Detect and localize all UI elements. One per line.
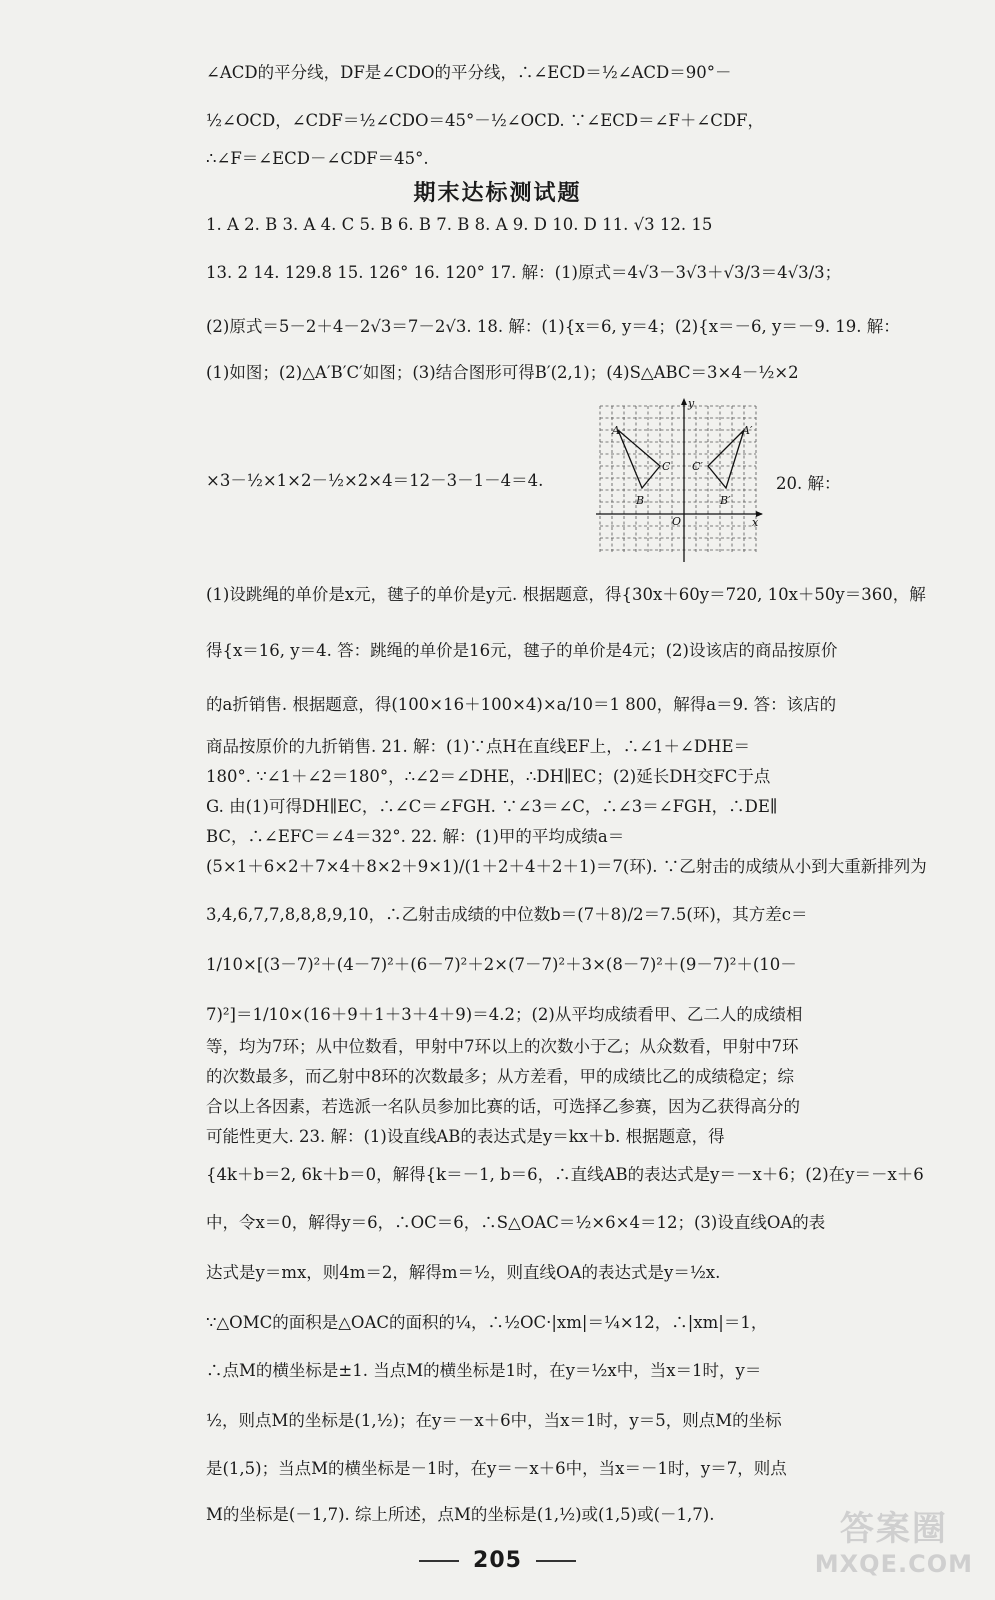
text-line: 是(1,5)；当点M的横坐标是－1时，在y＝－x＋6中，当x＝－1时，y＝7，则点	[206, 1459, 787, 1478]
text-line: (1)设跳绳的单价是x元，毽子的单价是y元. 根据题意，得{30x＋60y＝720, 10x＋50y＝360，解	[206, 585, 926, 604]
y-axis-label: y	[688, 397, 695, 410]
text-line: (2)原式＝5－2＋4－2√3＝7－2√3. 18. 解：(1){x＝6, y＝4；(2){x＝－6, y＝－9. 19. 解：	[206, 317, 900, 336]
text-line: 中，令x＝0，解得y＝6，∴OC＝6，∴S△OAC＝½×6×4＝12；(3)设直线OA的表	[206, 1213, 826, 1232]
triangle-abc-prime	[708, 430, 744, 488]
coordinate-figure	[596, 396, 764, 564]
text-line: BC，∴∠EFC＝∠4＝32°. 22. 解：(1)甲的平均成绩a＝	[206, 827, 625, 846]
page-number-value: 205	[473, 1548, 522, 1573]
point-label-a-prime: A′	[742, 424, 753, 437]
text-line: 13. 2 14. 129.8 15. 126° 16. 120° 17. 解：(1)原式＝4√3－3√3＋√3/3＝4√3/3；	[206, 263, 842, 282]
text-line: ∵△OMC的面积是△OAC的面积的¼，∴½OC·|xm|＝¼×12，∴|xm|＝1，	[206, 1313, 768, 1332]
text-line: 3,4,6,7,7,8,8,8,9,10，∴乙射击成绩的中位数b＝(7＋8)/2＝7.5(环)，其方差c＝	[206, 905, 808, 924]
origin-label: O	[672, 515, 682, 528]
text-line: 的次数最多，而乙射中8环的次数最多；从方差看，甲的成绩比乙的成绩稳定；综	[206, 1067, 794, 1086]
point-label-b: B	[636, 494, 645, 507]
point-label-a: A	[612, 424, 620, 437]
text-line: 合以上各因素，若选派一名队员参加比赛的话，可选择乙参赛，因为乙获得高分的	[206, 1097, 800, 1116]
text-line: ½∠OCD，∠CDF＝½∠CDO＝45°－½∠OCD. ∵∠ECD＝∠F＋∠CDF，	[206, 111, 764, 130]
page-number-dash	[419, 1560, 459, 1562]
watermark-en: MXQE.COM	[814, 1550, 973, 1578]
text-line: ∴∠F＝∠ECD－∠CDF＝45°.	[206, 149, 429, 168]
x-axis-label: x	[752, 516, 759, 529]
grid-lines	[600, 406, 756, 554]
text-line: G. 由(1)可得DH∥EC，∴∠C＝∠FGH. ∵∠3＝∠C，∴∠3＝∠FGH，∴DE∥	[206, 797, 778, 816]
text-line: 达式是y＝mx，则4m＝2，解得m＝½，则直线OA的表达式是y＝½x.	[206, 1263, 721, 1282]
section-title: 期末达标测试题	[413, 181, 582, 206]
text-line: 1. A 2. B 3. A 4. C 5. B 6. B 7. B 8. A 9. D 10. D 11. √3 12. 15	[206, 215, 713, 234]
text-line: ½，则点M的坐标是(1,½)；在y＝－x＋6中，当x＝1时，y＝5，则点M的坐标	[206, 1411, 782, 1430]
text-line: 7)²]＝1/10×(16＋9＋1＋3＋4＋9)＝4.2；(2)从平均成绩看甲、乙二人的成绩相	[206, 1005, 803, 1024]
text-line: 1/10×[(3－7)²＋(4－7)²＋(6－7)²＋2×(7－7)²＋3×(8－7)²＋(9－7)²＋(10－	[206, 955, 797, 974]
watermark-cn: 答案圈	[839, 1509, 948, 1549]
point-label-c-prime: C′	[692, 460, 703, 473]
text-line: 等，均为7环；从中位数看，甲射中7环以上的次数小于乙；从众数看，甲射中7环	[206, 1037, 799, 1056]
text-line: ∴点M的横坐标是±1. 当点M的横坐标是1时，在y＝½x中，当x＝1时，y＝	[206, 1361, 762, 1380]
figure-side-text: 20. 解：	[776, 474, 841, 493]
text-line: 可能性更大. 23. 解：(1)设直线AB的表达式是y＝kx＋b. 根据题意，得	[206, 1127, 725, 1146]
text-line: {4k＋b＝2, 6k＋b＝0，解得{k＝－1, b＝6，∴直线AB的表达式是y＝－x＋6；(2)在y＝－x＋6	[206, 1165, 924, 1184]
text-line: (5×1＋6×2＋7×4＋8×2＋9×1)/(1＋2＋4＋2＋1)＝7(环). ∵乙射击的成绩从小到大重新排列为	[206, 857, 927, 876]
text-line: M的坐标是(－1,7). 综上所述，点M的坐标是(1,½)或(1,5)或(－1,7).	[206, 1505, 715, 1524]
text-line: 180°. ∵∠1＋∠2＝180°，∴∠2＝∠DHE，∴DH∥EC；(2)延长DH交FC于点	[206, 767, 771, 786]
watermark-logo	[815, 1501, 973, 1578]
point-label-b-prime: B′	[720, 494, 731, 507]
text-line: (1)如图；(2)△A′B′C′如图；(3)结合图形可得B′(2,1)；(4)S△ABC＝3×4－½×2	[206, 363, 799, 382]
text-line: 得{x＝16, y＝4. 答：跳绳的单价是16元，毽子的单价是4元；(2)设该店的商品按原价	[206, 641, 838, 660]
text-line: 商品按原价的九折销售. 21. 解：(1)∵点H在直线EF上，∴∠1＋∠DHE＝	[206, 737, 751, 756]
text-line: 的a折销售. 根据题意，得(100×16＋100×4)×a/10＝1 800，解得a＝9. 答：该店的	[206, 695, 837, 714]
text-line: ×3－½×1×2－½×2×4＝12－3－1－4＝4.	[206, 471, 544, 490]
text-line: ∠ACD的平分线，DF是∠CDO的平分线，∴∠ECD＝½∠ACD＝90°－	[206, 63, 732, 82]
point-label-c: C	[662, 460, 671, 473]
page-number-dash	[536, 1560, 576, 1562]
coordinate-grid-svg	[596, 396, 764, 564]
